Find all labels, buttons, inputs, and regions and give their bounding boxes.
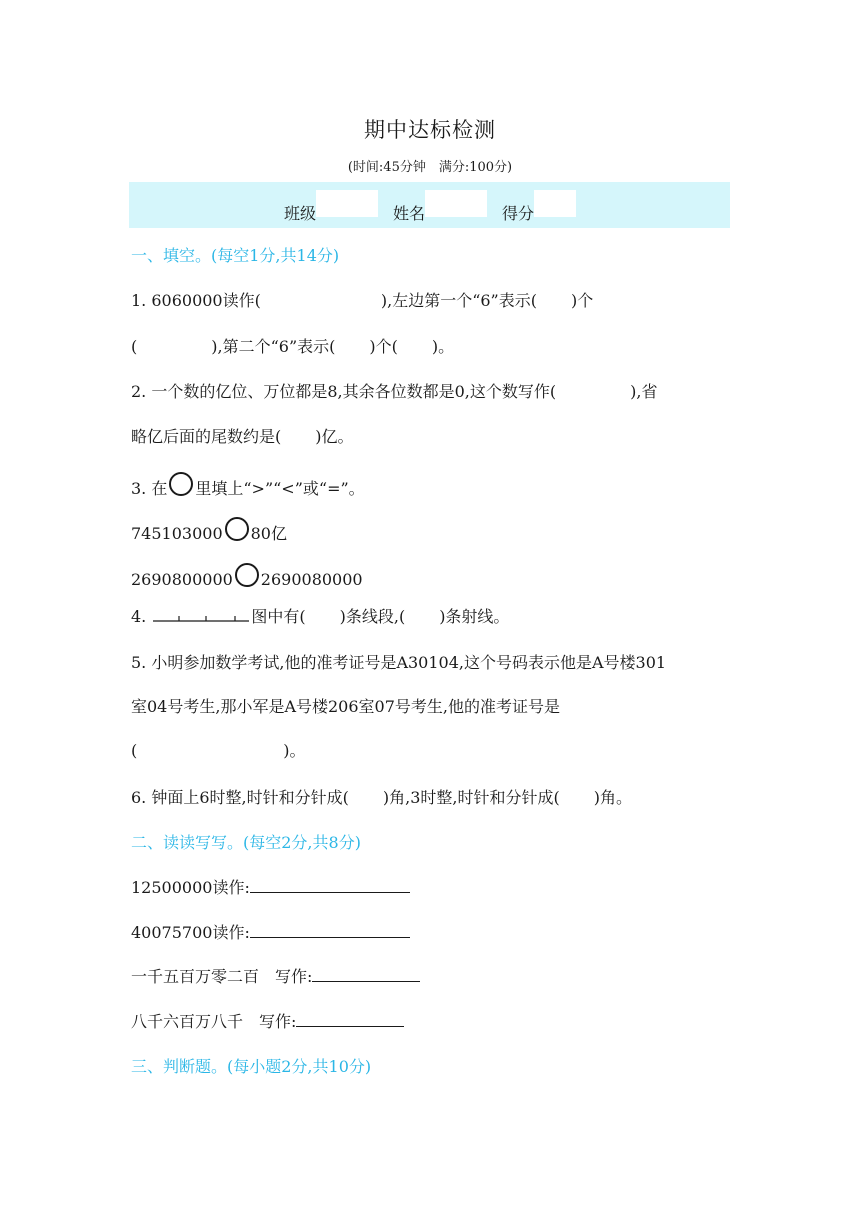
compare-right: 80亿 — [250, 524, 287, 543]
q6-text-c: )角。 — [593, 788, 632, 807]
q2-text-c: 略亿后面的尾数约是( — [131, 427, 282, 446]
page-title: 期中达标检测 — [364, 118, 496, 142]
question-2-line-2 — [131, 424, 354, 447]
answer-line[interactable] — [250, 878, 410, 893]
student-info-bar — [129, 182, 730, 228]
writing-prompt: 八千六百万八千 写作: — [131, 1012, 297, 1031]
name-field[interactable] — [425, 190, 487, 217]
question-4 — [131, 604, 509, 627]
q4-text-a: 4. — [131, 607, 147, 626]
section-3-heading: 三、判断题。(每小题2分,共10分) — [131, 1057, 372, 1076]
compare-right: 2690080000 — [260, 570, 363, 589]
compare-left: 745103000 — [131, 524, 223, 543]
writing-item — [131, 964, 420, 987]
q6-text-b: )角,3时整,时针和分针成( — [382, 788, 560, 807]
exam-meta: (时间:45分钟 满分:100分) — [347, 160, 513, 175]
reading-item — [131, 875, 410, 898]
q1-text-a: 1. 6060000读作( — [131, 291, 261, 310]
q5-text-b: )。 — [283, 741, 306, 760]
answer-line[interactable] — [296, 1012, 404, 1027]
q1-text-b: ),左边第一个“6”表示( — [380, 291, 537, 310]
section-1-heading: 一、填空。(每空1分,共14分) — [131, 246, 340, 265]
q6-text-a: 6. 钟面上6时整,时针和分针成( — [131, 788, 349, 807]
name-label: 姓名 — [393, 204, 426, 223]
score-field[interactable] — [534, 190, 576, 217]
q3-text-a: 3. 在 — [131, 479, 168, 498]
q2-text-b: ),省 — [630, 382, 658, 401]
q4-text-c: )条线段,( — [339, 607, 406, 626]
question-3-line-1 — [131, 472, 365, 499]
question-5-line-1: 5. 小明参加数学考试,他的准考证号是A30104,这个号码表示他是A号楼301 — [131, 653, 667, 672]
line-diagram-icon — [151, 611, 251, 623]
reading-item — [131, 920, 410, 943]
compare-circle[interactable] — [225, 517, 249, 541]
reading-prompt: 40075700读作: — [131, 923, 250, 942]
q1-text-d: ( — [131, 337, 138, 356]
answer-line[interactable] — [312, 967, 420, 982]
circle-icon — [169, 472, 193, 496]
section-2-heading: 二、读读写写。(每空2分,共8分) — [131, 833, 361, 852]
question-1-line-1 — [131, 288, 593, 311]
q2-text-d: )亿。 — [315, 427, 354, 446]
question-3-row-1 — [131, 517, 287, 544]
q1-text-e: ),第二个“6”表示( — [211, 337, 336, 356]
class-label: 班级 — [284, 204, 317, 223]
q1-text-g: )。 — [431, 337, 455, 356]
q1-text-f: )个( — [369, 337, 398, 356]
q4-text-d: )条射线。 — [439, 607, 510, 626]
question-2-line-1 — [131, 379, 657, 402]
writing-prompt: 一千五百万零二百 写作: — [131, 967, 313, 986]
q2-text-a: 2. 一个数的亿位、万位都是8,其余各位数都是0,这个数写作( — [131, 382, 557, 401]
compare-left: 2690800000 — [131, 570, 233, 589]
question-1-line-2 — [131, 334, 454, 357]
question-6 — [131, 785, 632, 808]
reading-prompt: 12500000读作: — [131, 878, 250, 897]
question-3-row-2 — [131, 563, 363, 589]
q4-text-b: 图中有( — [251, 607, 306, 626]
compare-circle[interactable] — [235, 563, 259, 587]
q5-text-a: ( — [131, 741, 138, 760]
class-field[interactable] — [316, 190, 378, 217]
q3-text-b: 里填上“>”“<”或“=”。 — [195, 479, 365, 498]
question-5-line-3 — [131, 738, 306, 761]
q1-text-c: )个 — [570, 291, 594, 310]
question-5-line-2: 室04号考生,那小军是A号楼206室07号考生,他的准考证号是 — [131, 697, 560, 716]
score-label: 得分 — [502, 204, 535, 223]
writing-item — [131, 1009, 404, 1032]
answer-line[interactable] — [250, 923, 410, 938]
